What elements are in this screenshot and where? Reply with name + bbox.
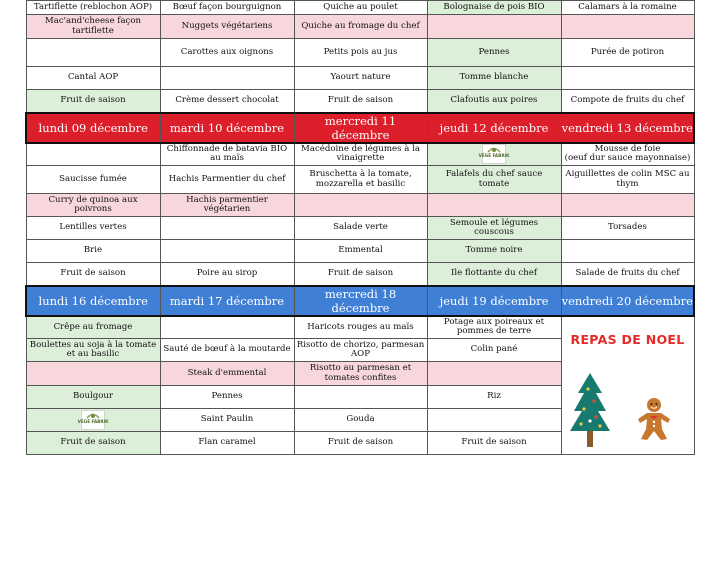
- day-header: jeudi 19 décembre: [427, 286, 561, 316]
- menu-cell: Curry de quinoa aux poivrons: [26, 194, 160, 217]
- menu-cell: Tartiflette (reblochon AOP): [26, 1, 160, 15]
- menu-cell: [26, 143, 160, 166]
- table-row: [26, 263, 694, 286]
- day-header: jeudi 12 décembre: [427, 113, 561, 143]
- menu-cell: Boulettes au soja à la tomate et au basilic: [26, 339, 160, 362]
- menu-cell: Brie: [26, 240, 160, 263]
- menu-cell: Nuggets végétariens: [160, 15, 294, 39]
- menu-cell: Haricots rouges au maïs: [294, 316, 427, 339]
- menu-cell: Fruit de saison: [26, 90, 160, 113]
- menu-cell: Tomme blanche: [427, 67, 561, 90]
- menu-cell: Lentilles vertes: [26, 217, 160, 240]
- menu-cell: [561, 240, 694, 263]
- table-row: [26, 240, 694, 263]
- menu-cell: Colin pané: [427, 339, 561, 362]
- menu-cell: [427, 362, 561, 386]
- menu-table: [25, 0, 695, 455]
- table-row: [26, 90, 694, 113]
- menu-cell: Fruit de saison: [294, 263, 427, 286]
- menu-cell: Salade de fruits du chef: [561, 263, 694, 286]
- menu-cell: Bœuf façon bourguignon: [160, 1, 294, 15]
- menu-cell: Gouda: [294, 409, 427, 432]
- menu-cell: Risotto de chorizo, parmesan AOP: [294, 339, 427, 362]
- menu-cell: Purée de potiron: [561, 39, 694, 67]
- menu-cell: Mousse de foie (oeuf dur sauce mayonnaise): [561, 143, 694, 166]
- menu-cell: [561, 194, 694, 217]
- menu-cell: Quiche au fromage du chef: [294, 15, 427, 39]
- menu-cell: Steak d'emmental: [160, 362, 294, 386]
- day-header: lundi 09 décembre: [26, 113, 160, 143]
- menu-cell: Fruit de saison: [294, 90, 427, 113]
- menu-cell: Aiguillettes de colin MSC au thym: [561, 166, 694, 194]
- menu-cell: [160, 217, 294, 240]
- week-header-row: [26, 113, 694, 143]
- menu-cell: Carottes aux oignons: [160, 39, 294, 67]
- day-header: mardi 10 décembre: [160, 113, 294, 143]
- menu-cell: Boulgour: [26, 386, 160, 409]
- menu-cell: Tomme noire: [427, 240, 561, 263]
- menu-cell: Risotto au parmesan et tomates confites: [294, 362, 427, 386]
- table-row: [26, 166, 694, 194]
- menu-cell: Torsades: [561, 217, 694, 240]
- christmas-tree-icon: [568, 371, 612, 451]
- christmas-meal-cell: [561, 316, 694, 455]
- menu-cell: Riz: [427, 386, 561, 409]
- table-row: [26, 316, 694, 339]
- menu-cell: Crème dessert chocolat: [160, 90, 294, 113]
- menu-cell: Quiche au poulet: [294, 1, 427, 15]
- menu-cell: Pennes: [160, 386, 294, 409]
- menu-cell: Ile flottante du chef: [427, 263, 561, 286]
- menu-cell: Fruit de saison: [26, 263, 160, 286]
- gingerbread-man-icon: [634, 397, 674, 441]
- menu-cell: Crêpe au fromage: [26, 316, 160, 339]
- table-row: [26, 1, 694, 15]
- menu-cell-vege-logo: [26, 409, 160, 432]
- day-header: mercredi 18 décembre: [294, 286, 427, 316]
- table-row: [26, 217, 694, 240]
- menu-cell: Sauté de bœuf à la moutarde: [160, 339, 294, 362]
- menu-cell: Calamars à la romaine: [561, 1, 694, 15]
- menu-cell: [561, 67, 694, 90]
- week-header-row: [26, 286, 694, 316]
- menu-cell: [294, 194, 427, 217]
- menu-cell: Potage aux poireaux et pommes de terre: [427, 316, 561, 339]
- menu-cell: Bruschetta à la tomate, mozzarella et basilic: [294, 166, 427, 194]
- table-row: [26, 15, 694, 39]
- table-row: [26, 143, 694, 166]
- menu-cell: Saint Paulin: [160, 409, 294, 432]
- menu-cell: Salade verte: [294, 217, 427, 240]
- menu-cell: Chiffonnade de batavia BIO au maïs: [160, 143, 294, 166]
- menu-cell: [160, 316, 294, 339]
- day-header: vendredi 13 décembre: [561, 113, 694, 143]
- menu-cell: [26, 39, 160, 67]
- menu-cell: [427, 15, 561, 39]
- christmas-meal-title: REPAS DE NOEL: [570, 331, 685, 347]
- vege-logo-text: VÉGÉ FABRIK: [478, 153, 510, 159]
- menu-cell: Saucisse fumée: [26, 166, 160, 194]
- menu-cell: Semoule et légumes couscous: [427, 217, 561, 240]
- menu-cell: [160, 240, 294, 263]
- menu-cell-vege-logo: [427, 143, 561, 166]
- table-row: [26, 67, 694, 90]
- vege-logo-text: VÉGÉ FABRIK: [77, 419, 109, 424]
- table-row: [26, 39, 694, 67]
- menu-cell: Hachis parmentier végétarien: [160, 194, 294, 217]
- menu-cell: [294, 386, 427, 409]
- menu-cell: [427, 194, 561, 217]
- day-header: lundi 16 décembre: [26, 286, 160, 316]
- day-header: vendredi 20 décembre: [561, 286, 694, 316]
- menu-cell: Macédoine de légumes à la vinaigrette: [294, 143, 427, 166]
- menu-cell: Emmental: [294, 240, 427, 263]
- menu-cell: Fruit de saison: [26, 432, 160, 455]
- menu-cell: Clafoutis aux poires: [427, 90, 561, 113]
- menu-cell: Fruit de saison: [427, 432, 561, 455]
- menu-cell: Compote de fruits du chef: [561, 90, 694, 113]
- menu-cell: [160, 67, 294, 90]
- vege-fabrik-logo: [77, 410, 109, 430]
- menu-cell: Hachis Parmentier du chef: [160, 166, 294, 194]
- menu-cell: [561, 15, 694, 39]
- menu-cell: Petits pois au jus: [294, 39, 427, 67]
- day-header: mardi 17 décembre: [160, 286, 294, 316]
- menu-cell: Flan caramel: [160, 432, 294, 455]
- vege-fabrik-logo: [478, 144, 510, 164]
- menu-cell: Mac'and'cheese façon tartiflette: [26, 15, 160, 39]
- menu-cell: Pennes: [427, 39, 561, 67]
- menu-cell: Poire au sirop: [160, 263, 294, 286]
- menu-cell: Fruit de saison: [294, 432, 427, 455]
- menu-cell: Yaourt nature: [294, 67, 427, 90]
- table-row: [26, 194, 694, 217]
- menu-cell: Falafels du chef sauce tomate: [427, 166, 561, 194]
- menu-cell: Bolognaise de pois BIO: [427, 1, 561, 15]
- day-header: mercredi 11 décembre: [294, 113, 427, 143]
- menu-cell: Cantal AOP: [26, 67, 160, 90]
- menu-cell: [427, 409, 561, 432]
- menu-cell: [26, 362, 160, 386]
